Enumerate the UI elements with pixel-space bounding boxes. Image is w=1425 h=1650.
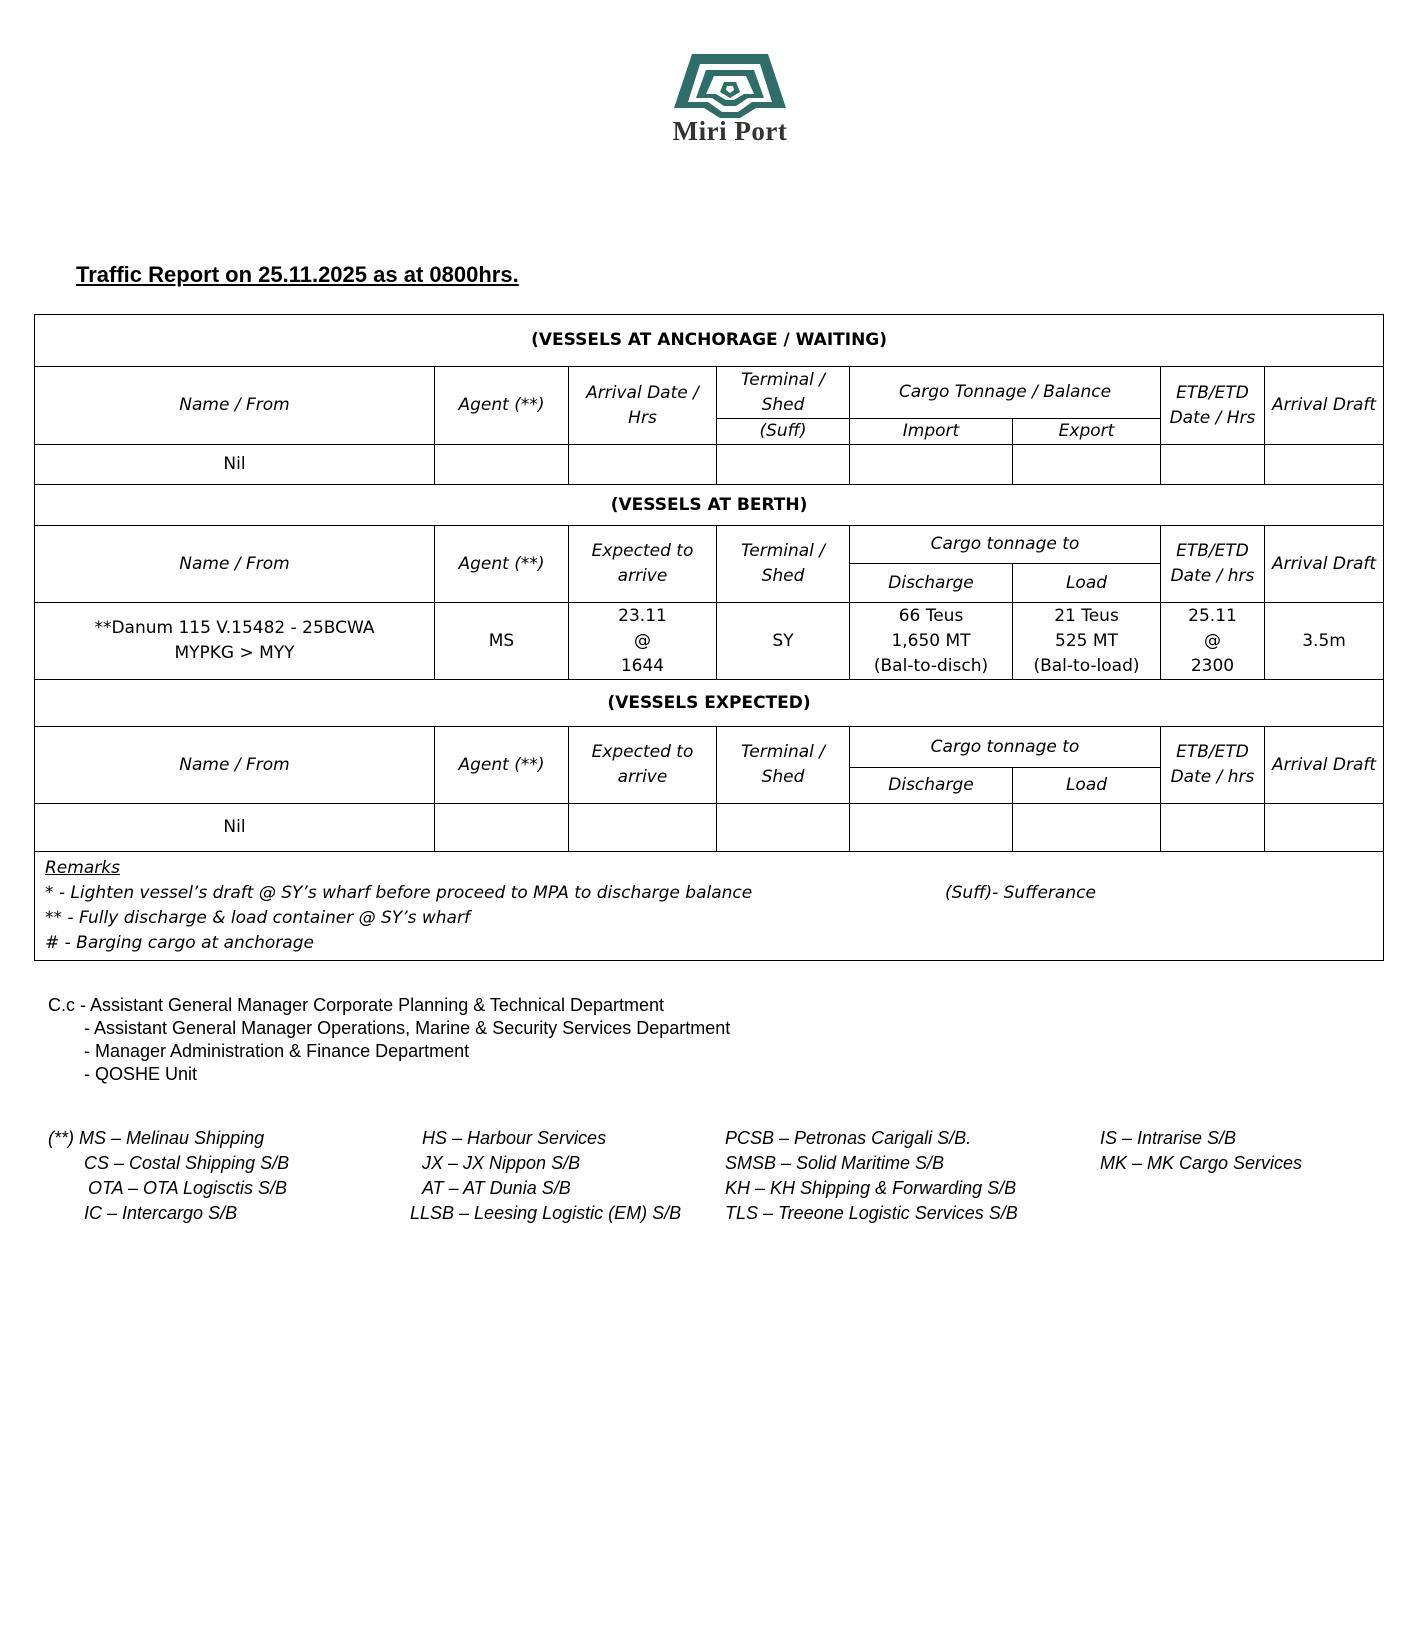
remarks-title: Remarks bbox=[45, 858, 120, 878]
berth-header-discharge: Discharge bbox=[850, 564, 1013, 603]
legend-item: TLS – Treeone Logistic Services S/B bbox=[725, 1203, 1018, 1223]
legend-item: IS – Intrarise S/B bbox=[1100, 1128, 1237, 1148]
brand-name: Miri Port bbox=[672, 116, 788, 146]
berth-discharge-mt: 1,650 MT bbox=[891, 630, 971, 651]
expected-header-discharge: Discharge bbox=[850, 768, 1013, 804]
berth-load-teus: 21 Teus bbox=[1054, 605, 1119, 626]
table-row bbox=[35, 603, 1384, 680]
expected-header-etb: ETB/ETD Date / hrs bbox=[1161, 727, 1265, 804]
legend-item: HS – Harbour Services bbox=[422, 1128, 607, 1148]
cc-line-4: - QOSHE Unit bbox=[84, 1064, 198, 1084]
expected-header-load: Load bbox=[1013, 768, 1161, 804]
berth-load-note: (Bal-to-load) bbox=[1033, 655, 1140, 676]
remarks-line-2: ** - Fully discharge & load container @ SY’s wharf bbox=[45, 908, 470, 928]
cc-list bbox=[48, 994, 730, 1086]
cc-line-2: - Assistant General Manager Operations, Marine & Security Services Department bbox=[84, 1018, 731, 1038]
anchorage-header-suff: (Suff) bbox=[717, 419, 850, 445]
berth-agent: MS bbox=[435, 603, 569, 680]
berth-header-load: Load bbox=[1013, 564, 1161, 603]
berth-discharge bbox=[850, 603, 1013, 680]
legend-item: PCSB – Petronas Carigali S/B. bbox=[725, 1128, 972, 1148]
expected-header-agent: Agent (**) bbox=[435, 727, 569, 804]
berth-load bbox=[1013, 603, 1161, 680]
berth-arrival-at: @ bbox=[634, 630, 651, 651]
remarks bbox=[35, 852, 1384, 961]
berth-discharge-note: (Bal-to-disch) bbox=[873, 655, 989, 676]
legend-column-1 bbox=[48, 1126, 289, 1226]
table-row bbox=[35, 804, 1384, 852]
expected-header-terminal: Terminal / Shed bbox=[717, 727, 850, 804]
expected-header-expected: Expected to arrive bbox=[569, 727, 717, 804]
berth-arrival-date: 23.11 bbox=[618, 605, 667, 626]
legend-item: CS – Costal Shipping S/B bbox=[84, 1153, 290, 1173]
legend-item: MK – MK Cargo Services bbox=[1100, 1153, 1303, 1173]
berth-etb-date: 25.11 bbox=[1188, 605, 1237, 626]
berth-etb bbox=[1161, 603, 1265, 680]
anchorage-row-name: Nil bbox=[35, 445, 435, 485]
berth-section-title: (VESSELS AT BERTH) bbox=[35, 485, 1384, 526]
berth-arrival-time: 1644 bbox=[620, 655, 665, 676]
berth-terminal: SY bbox=[717, 603, 850, 680]
anchorage-header-cargo: Cargo Tonnage / Balance bbox=[850, 367, 1161, 419]
anchorage-header-import: Import bbox=[850, 419, 1013, 445]
berth-discharge-teus: 66 Teus bbox=[898, 605, 964, 626]
berth-draft: 3.5m bbox=[1265, 603, 1384, 680]
anchorage-header-agent: Agent (**) bbox=[435, 367, 569, 445]
traffic-report-table bbox=[34, 314, 1384, 961]
berth-header-terminal: Terminal / Shed bbox=[717, 526, 850, 603]
legend-item: IC – Intercargo S/B bbox=[84, 1203, 238, 1223]
berth-vessel-name bbox=[35, 603, 435, 680]
berth-header-expected: Expected to arrive bbox=[569, 526, 717, 603]
anchorage-header-arrival: Arrival Date / Hrs bbox=[569, 367, 717, 445]
anchorage-header-draft: Arrival Draft bbox=[1265, 367, 1384, 445]
anchorage-header-export: Export bbox=[1013, 419, 1161, 445]
legend-column-4 bbox=[1100, 1126, 1302, 1176]
remarks-suff: (Suff)- Sufferance bbox=[945, 883, 1096, 903]
table-row bbox=[35, 445, 1384, 485]
legend-item: OTA – OTA Logisctis S/B bbox=[88, 1178, 288, 1198]
legend-item: LLSB – Leesing Logistic (EM) S/B bbox=[410, 1203, 682, 1223]
miri-port-logo bbox=[665, 52, 795, 147]
expected-header-cargo: Cargo tonnage to bbox=[850, 727, 1161, 768]
expected-section-title: (VESSELS EXPECTED) bbox=[35, 680, 1384, 727]
remarks-line-3: # - Barging cargo at anchorage bbox=[45, 933, 314, 953]
anchorage-header-name-from: Name / From bbox=[35, 367, 435, 445]
anchorage-header-etb: ETB/ETD Date / Hrs bbox=[1161, 367, 1265, 445]
legend-item: KH – KH Shipping & Forwarding S/B bbox=[725, 1178, 1017, 1198]
berth-vessel-name-line1: **Danum 115 V.15482 - 25BCWA bbox=[94, 618, 375, 638]
legend-item: (**) MS – Melinau Shipping bbox=[48, 1128, 265, 1148]
cc-line-1: C.c - Assistant General Manager Corporate Planning & Technical Department bbox=[48, 995, 664, 1015]
legend-column-3 bbox=[725, 1126, 1018, 1226]
remarks-line-1: * - Lighten vessel’s draft @ SY’s wharf before proceed to MPA to discharge balance bbox=[45, 883, 753, 903]
anchorage-section-title: (VESSELS AT ANCHORAGE / WAITING) bbox=[35, 315, 1384, 367]
berth-header-etb: ETB/ETD Date / hrs bbox=[1161, 526, 1265, 603]
legend-item: AT – AT Dunia S/B bbox=[422, 1178, 571, 1198]
berth-header-agent: Agent (**) bbox=[435, 526, 569, 603]
berth-header-cargo: Cargo tonnage to bbox=[850, 526, 1161, 564]
berth-etb-at: @ bbox=[1204, 630, 1221, 651]
expected-header-name-from: Name / From bbox=[35, 727, 435, 804]
expected-row-name: Nil bbox=[35, 804, 435, 852]
legend-column-2 bbox=[410, 1126, 681, 1226]
legend-item: SMSB – Solid Maritime S/B bbox=[725, 1153, 945, 1173]
berth-arrival bbox=[569, 603, 717, 680]
berth-header-draft: Arrival Draft bbox=[1265, 526, 1384, 603]
berth-vessel-route: MYPKG > MYY bbox=[174, 643, 295, 663]
miri-port-emblem-icon bbox=[674, 52, 786, 120]
cc-line-3: - Manager Administration & Finance Department bbox=[84, 1041, 470, 1061]
berth-header-name-from: Name / From bbox=[35, 526, 435, 603]
legend-item: JX – JX Nippon S/B bbox=[422, 1153, 581, 1173]
report-title: Traffic Report on 25.11.2025 as at 0800hrs. bbox=[76, 262, 519, 287]
berth-load-mt: 525 MT bbox=[1055, 630, 1118, 651]
anchorage-header-terminal: Terminal / Shed bbox=[717, 367, 850, 419]
berth-etb-time: 2300 bbox=[1190, 655, 1235, 676]
expected-header-draft: Arrival Draft bbox=[1265, 727, 1384, 804]
